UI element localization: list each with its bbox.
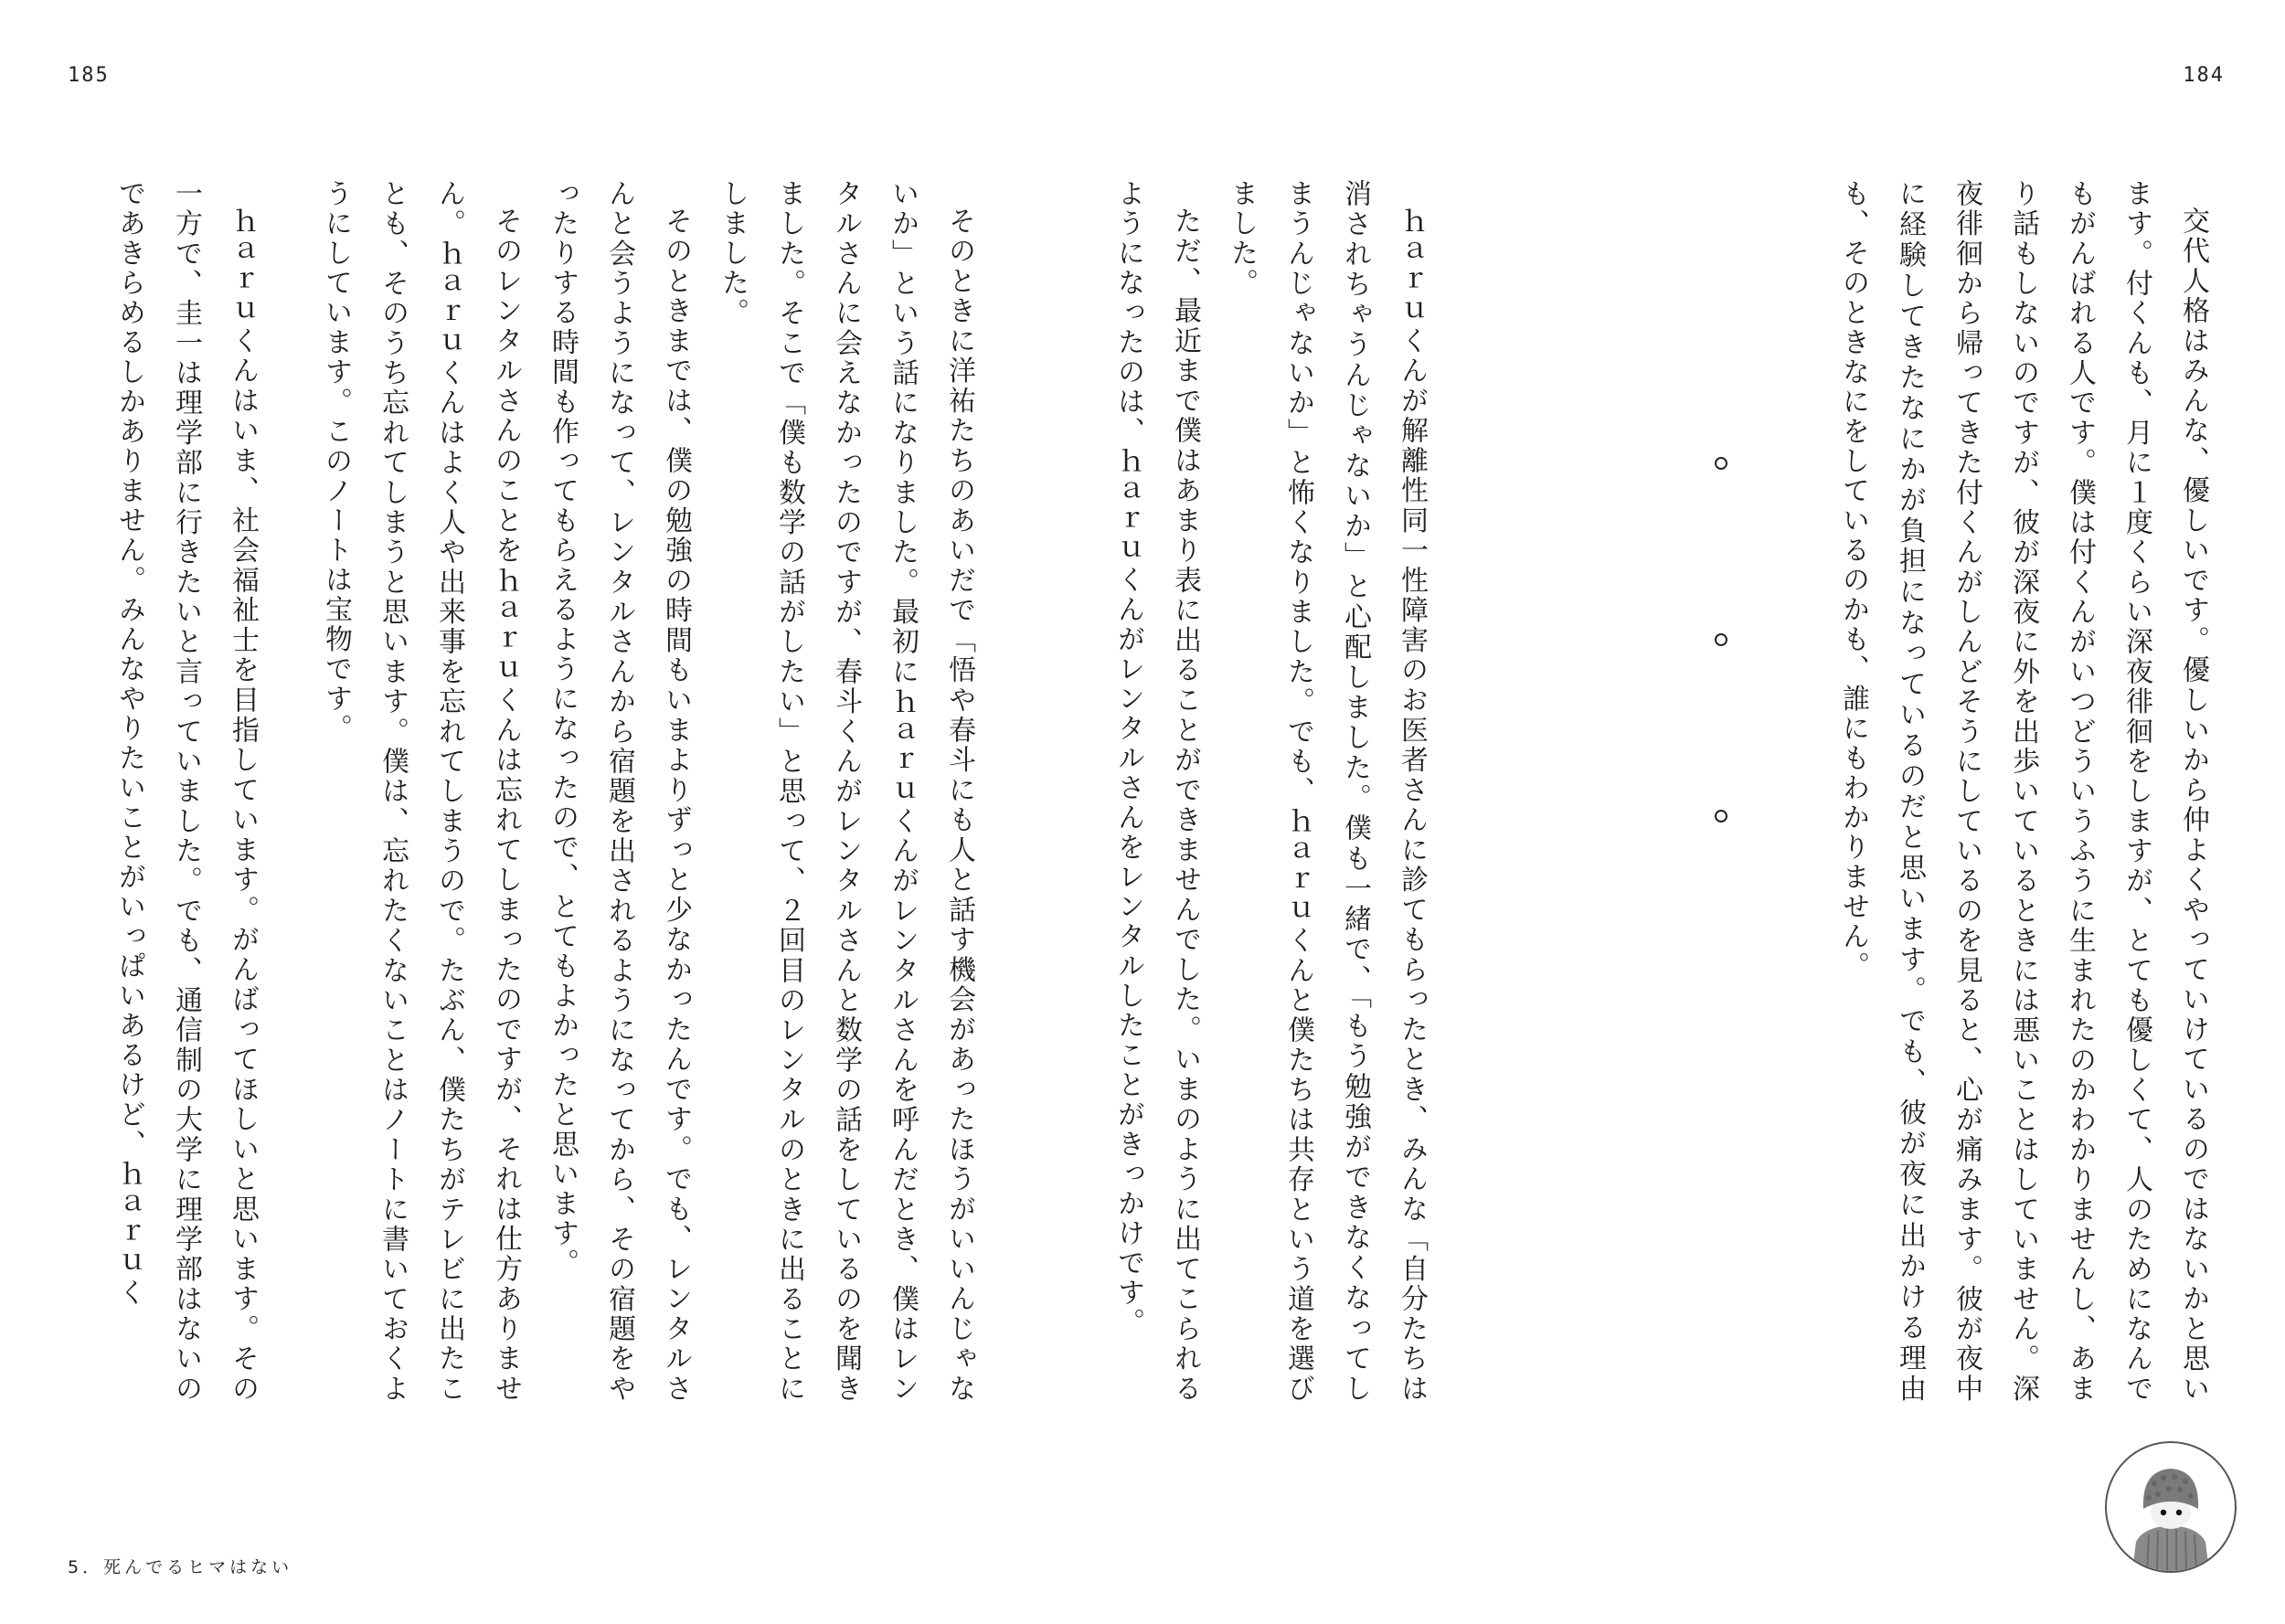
section-break-circle-icon	[1715, 457, 1727, 470]
paragraph: そのレンタルさんのことをｈａｒｕくんは忘れてしまったのですが、それは仕方ありません。ｈａｒｕくんはよく人や出来事を忘れてしまうので。たぶん、僕たちがテレビに出たことも、そのうち忘れてしまうと思います。僕は、忘れたくないことはノートに書いておくようにしています。このノートは宝物です。	[320, 179, 522, 1404]
paragraph: 交代人格はみんな、優しいです。優しいから仲よくやっていけているのではないかと思います。付くんも、月に１度くらい深夜徘徊をしますが、とても優しくて、人のためになんでもがんばれる人です。僕は付くんがいつどういうふうに生まれたのかわかりませんし、あまり話もしないのですが、彼が深夜に外を出歩いているときには悪いことはしていません。深夜徘徊から帰ってきた付くんがしんどそうにしているのを見ると、心が痛みます。彼が夜中に経験してきたなにかが負担になっているのだと思います。でも、彼が夜に出かける理由も、そのときなにをしているのかも、誰にもわかりません。	[1837, 179, 2209, 1404]
page-number-left: 185	[68, 64, 110, 87]
paragraph: ｈａｒｕくんはいま、社会福祉士を目指しています。がんばってほしいと思います。その一方で、圭一は理学部に行きたいと言っていました。でも、通信制の大学に理学部はないのであきらめるしかありません。みんなやりたいことがいっぱいあるけど、ｈａｒｕく	[113, 179, 259, 1404]
paragraph: ただ、最近まで僕はあまり表に出ることができませんでした。いまのように出てこられるようになったのは、ｈａｒｕくんがレンタルさんをレンタルしたことがきっかけです。	[1112, 179, 1201, 1404]
left-page-text-continued	[110, 179, 271, 1404]
left-page-text-main	[320, 179, 987, 1404]
chapter-footer-title: 5．死んでるヒマはない	[68, 1557, 293, 1577]
section-break-circle-icon	[1715, 810, 1727, 823]
paragraph: ｈａｒｕくんが解離性同一性障害のお医者さんに診てもらったとき、みんな「自分たちは消されちゃうんじゃないか」と心配しました。僕も一緒で、「もう勉強ができなくなってしまうんじゃないか」と怖くなりました。でも、ｈａｒｕくんと僕たちは共存という道を選びました。	[1226, 179, 1428, 1404]
paragraph: そのときまでは、僕の勉強の時間もいまよりずっと少なかったんです。でも、レンタルさんと会うようになって、レンタルさんから宿題を出されるようになってから、その宿題をやったりする時間も作ってもらえるようになったので、とてもよかったと思います。	[547, 179, 692, 1404]
page-number-right: 184	[2183, 64, 2225, 87]
right-page-text-bottom	[964, 179, 1440, 1404]
knit-hat-child-illustration-icon	[2105, 1441, 2237, 1573]
paragraph: そのときに洋祐たちのあいだで「悟や春斗にも人と話す機会があったほうがいいんじゃないか」という話になりました。最初にｈａｒｕくんがレンタルさんを呼んだとき、僕はレンタルさんに会えなかったのですが、春斗くんがレンタルさんと数学の話をしているのを聞きました。そこで「僕も数学の話がしたい」と思って、２回目のレンタルのときに出ることにしました。	[717, 179, 975, 1404]
right-page-text-top	[1837, 179, 2221, 1404]
section-break	[1694, 457, 1748, 823]
section-break-circle-icon	[1715, 633, 1727, 646]
